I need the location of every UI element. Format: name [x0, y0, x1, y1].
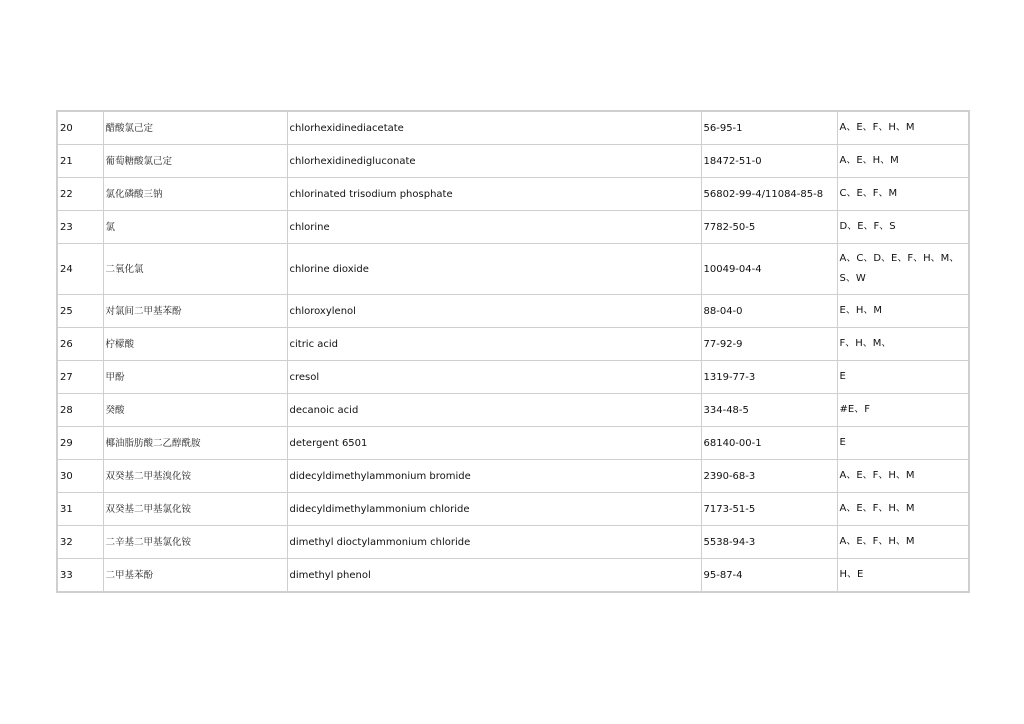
category-codes: A、E、F、H、M	[837, 493, 969, 526]
chinese-name: 癸酸	[103, 394, 287, 427]
category-codes: F、H、M、	[837, 328, 969, 361]
category-codes: A、E、F、H、M	[837, 460, 969, 493]
table-row	[57, 559, 969, 593]
english-name: chlorine dioxide	[287, 244, 701, 295]
english-name: detergent 6501	[287, 427, 701, 460]
chinese-name: 二氧化氯	[103, 244, 287, 295]
english-name: dimethyl phenol	[287, 559, 701, 593]
table-row	[57, 244, 969, 295]
cas-number: 1319-77-3	[701, 361, 837, 394]
row-number: 24	[57, 244, 103, 295]
table-row	[57, 394, 969, 427]
row-number: 26	[57, 328, 103, 361]
english-name: cresol	[287, 361, 701, 394]
category-codes: A、E、F、H、M	[837, 526, 969, 559]
chinese-name: 椰油脂肪酸二乙醇酰胺	[103, 427, 287, 460]
cas-number: 88-04-0	[701, 295, 837, 328]
english-name: didecyldimethylammonium bromide	[287, 460, 701, 493]
category-codes: A、E、H、M	[837, 145, 969, 178]
category-codes: E	[837, 427, 969, 460]
row-number: 30	[57, 460, 103, 493]
chinese-name: 醋酸氯己定	[103, 111, 287, 145]
chinese-name: 双癸基二甲基溴化铵	[103, 460, 287, 493]
english-name: decanoic acid	[287, 394, 701, 427]
substance-table	[56, 110, 970, 593]
cas-number: 5538-94-3	[701, 526, 837, 559]
cas-number: 10049-04-4	[701, 244, 837, 295]
english-name: chlorinated trisodium phosphate	[287, 178, 701, 211]
row-number: 27	[57, 361, 103, 394]
table-row	[57, 295, 969, 328]
table-row	[57, 328, 969, 361]
table-row	[57, 361, 969, 394]
cas-number: 56-95-1	[701, 111, 837, 145]
cas-number: 7782-50-5	[701, 211, 837, 244]
table-row	[57, 111, 969, 145]
cas-number: 77-92-9	[701, 328, 837, 361]
row-number: 32	[57, 526, 103, 559]
english-name: dimethyl dioctylammonium chloride	[287, 526, 701, 559]
chinese-name: 葡萄糖酸氯己定	[103, 145, 287, 178]
row-number: 22	[57, 178, 103, 211]
english-name: chloroxylenol	[287, 295, 701, 328]
row-number: 23	[57, 211, 103, 244]
chinese-name: 二辛基二甲基氯化铵	[103, 526, 287, 559]
row-number: 33	[57, 559, 103, 593]
table-row	[57, 145, 969, 178]
category-codes: E、H、M	[837, 295, 969, 328]
chinese-name: 二甲基苯酚	[103, 559, 287, 593]
english-name: chlorine	[287, 211, 701, 244]
chinese-name: 氯	[103, 211, 287, 244]
cas-number: 7173-51-5	[701, 493, 837, 526]
row-number: 31	[57, 493, 103, 526]
table-row	[57, 526, 969, 559]
row-number: 21	[57, 145, 103, 178]
chinese-name: 甲酚	[103, 361, 287, 394]
table-row	[57, 178, 969, 211]
chinese-name: 氯化磷酸三钠	[103, 178, 287, 211]
cas-number: 334-48-5	[701, 394, 837, 427]
chinese-name: 对氯间二甲基苯酚	[103, 295, 287, 328]
cas-number: 2390-68-3	[701, 460, 837, 493]
cas-number: 95-87-4	[701, 559, 837, 593]
category-codes: H、E	[837, 559, 969, 593]
category-codes: D、E、F、S	[837, 211, 969, 244]
english-name: citric acid	[287, 328, 701, 361]
row-number: 28	[57, 394, 103, 427]
category-codes: #E、F	[837, 394, 969, 427]
category-codes: E	[837, 361, 969, 394]
row-number: 20	[57, 111, 103, 145]
table-row	[57, 493, 969, 526]
chinese-name: 双癸基二甲基氯化铵	[103, 493, 287, 526]
category-codes: A、C、D、E、F、H、M、S、W	[837, 244, 969, 295]
english-name: didecyldimethylammonium chloride	[287, 493, 701, 526]
chinese-name: 柠檬酸	[103, 328, 287, 361]
row-number: 29	[57, 427, 103, 460]
row-number: 25	[57, 295, 103, 328]
category-codes: A、E、F、H、M	[837, 111, 969, 145]
english-name: chlorhexidinedigluconate	[287, 145, 701, 178]
table-row	[57, 460, 969, 493]
cas-number: 56802-99-4/11084-85-8	[701, 178, 837, 211]
table-row	[57, 211, 969, 244]
english-name: chlorhexidinediacetate	[287, 111, 701, 145]
table-row	[57, 427, 969, 460]
category-codes: C、E、F、M	[837, 178, 969, 211]
cas-number: 68140-00-1	[701, 427, 837, 460]
cas-number: 18472-51-0	[701, 145, 837, 178]
